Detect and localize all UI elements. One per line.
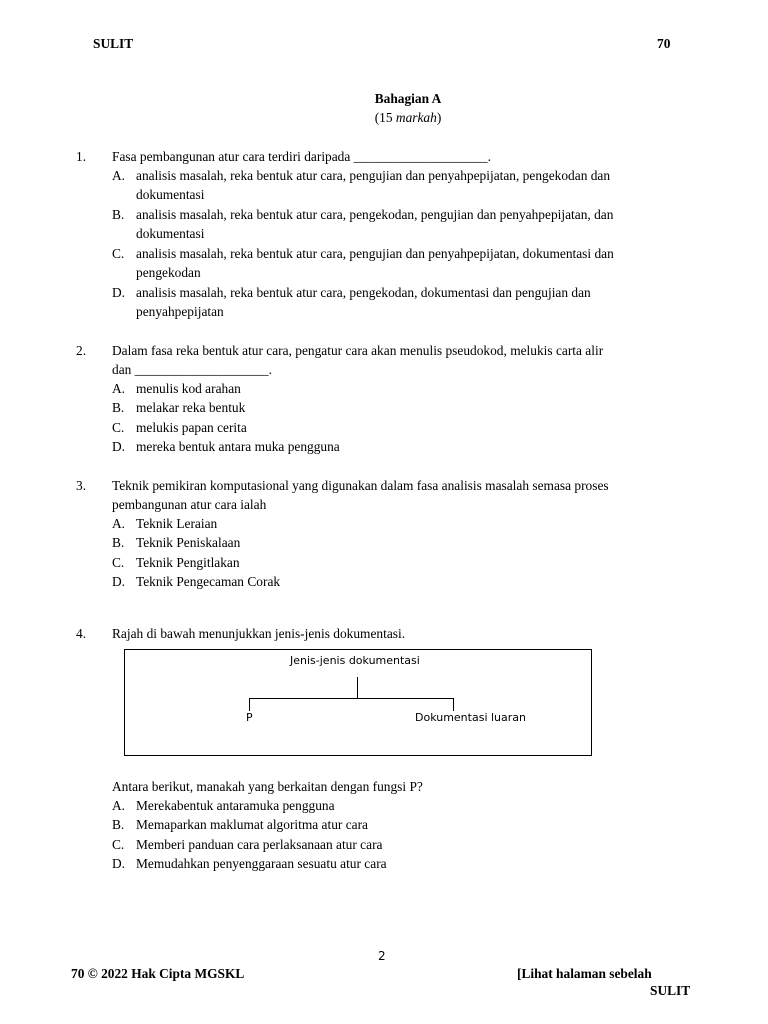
diagram-root-connector <box>357 677 358 698</box>
q1-option-a: A. analisis masalah, reka bentuk atur cara, pengujian dan penyahpepijatan, pengekodan dan <box>112 168 611 183</box>
header-page-code: 70 <box>657 36 671 51</box>
diagram-left-connector <box>249 698 250 711</box>
q3-option-b: B. Teknik Peniskalaan <box>112 535 241 550</box>
q4-text: Rajah di bawah menunjukkan jenis-jenis dokumentasi. <box>112 626 406 641</box>
diagram-right-label: Dokumentasi luaran <box>415 711 526 724</box>
q4-option-b: B. Memaparkan maklumat algoritma atur cara <box>112 817 369 832</box>
footer-next-page: [Lihat halaman sebelah <box>517 966 652 981</box>
q3-option-d: D. Teknik Pengecaman Corak <box>112 574 281 589</box>
q1-number: 1. <box>76 149 87 164</box>
q1-option-c: C. analisis masalah, reka bentuk atur cara, pengujian dan penyahpepijatan, dokumentasi dan <box>112 246 614 261</box>
q2-number: 2. <box>76 343 87 358</box>
q3-option-a: A. Teknik Leraian <box>112 516 218 531</box>
q2-option-b: B. melakar reka bentuk <box>112 400 246 415</box>
q4-option-d: D. Memudahkan penyenggaraan sesuatu atur cara <box>112 856 387 871</box>
diagram-right-connector <box>453 698 454 711</box>
q1-option-b: B. analisis masalah, reka bentuk atur cara, pengekodan, pengujian dan penyahpepijatan, dan <box>112 207 614 222</box>
diagram-root-label: Jenis-jenis dokumentasi <box>290 654 420 667</box>
q2-text-line1: Dalam fasa reka bentuk atur cara, pengatur cara akan menulis pseudokod, melukis carta alir <box>112 343 604 358</box>
q4-option-a: A. Merekabentuk antaramuka pengguna <box>112 798 335 813</box>
footer-sulit: SULIT <box>650 983 691 998</box>
q1-option-c-cont: pengekodan <box>136 265 201 280</box>
q1-option-d-cont: penyahpepijatan <box>136 304 224 319</box>
footer-copyright: 70 © 2022 Hak Cipta MGSKL <box>71 966 245 981</box>
diagram-branch-line <box>249 698 454 699</box>
q1-option-b-cont: dokumentasi <box>136 226 205 241</box>
section-title: Bahagian A <box>374 91 442 106</box>
page-number: 2 <box>378 949 386 963</box>
section-marks: (15 markah) <box>374 110 442 125</box>
q1-text: Fasa pembangunan atur cara terdiri daripada ____________________. <box>112 149 491 164</box>
header-left: SULIT <box>93 36 134 51</box>
q2-text-line2: dan ____________________. <box>112 362 272 377</box>
q3-option-c: C. Teknik Pengitlakan <box>112 555 240 570</box>
q3-text-line1: Teknik pemikiran komputasional yang digunakan dalam fasa analisis masalah semasa proses <box>112 478 609 493</box>
diagram-left-label: P <box>246 711 253 724</box>
q2-option-c: C. melukis papan cerita <box>112 420 247 435</box>
q3-number: 3. <box>76 478 87 493</box>
q4-question: Antara berikut, manakah yang berkaitan dengan fungsi P? <box>112 779 423 794</box>
q2-option-a: A. menulis kod arahan <box>112 381 241 396</box>
q4-option-c: C. Memberi panduan cara perlaksanaan atur cara <box>112 837 383 852</box>
documentation-diagram <box>124 649 592 756</box>
q1-option-a-cont: dokumentasi <box>136 187 205 202</box>
q4-number: 4. <box>76 626 87 641</box>
q1-option-d: D. analisis masalah, reka bentuk atur cara, pengekodan, dokumentasi dan pengujian dan <box>112 285 591 300</box>
q2-option-d: D. mereka bentuk antara muka pengguna <box>112 439 340 454</box>
q3-text-line2: pembangunan atur cara ialah <box>112 497 267 512</box>
